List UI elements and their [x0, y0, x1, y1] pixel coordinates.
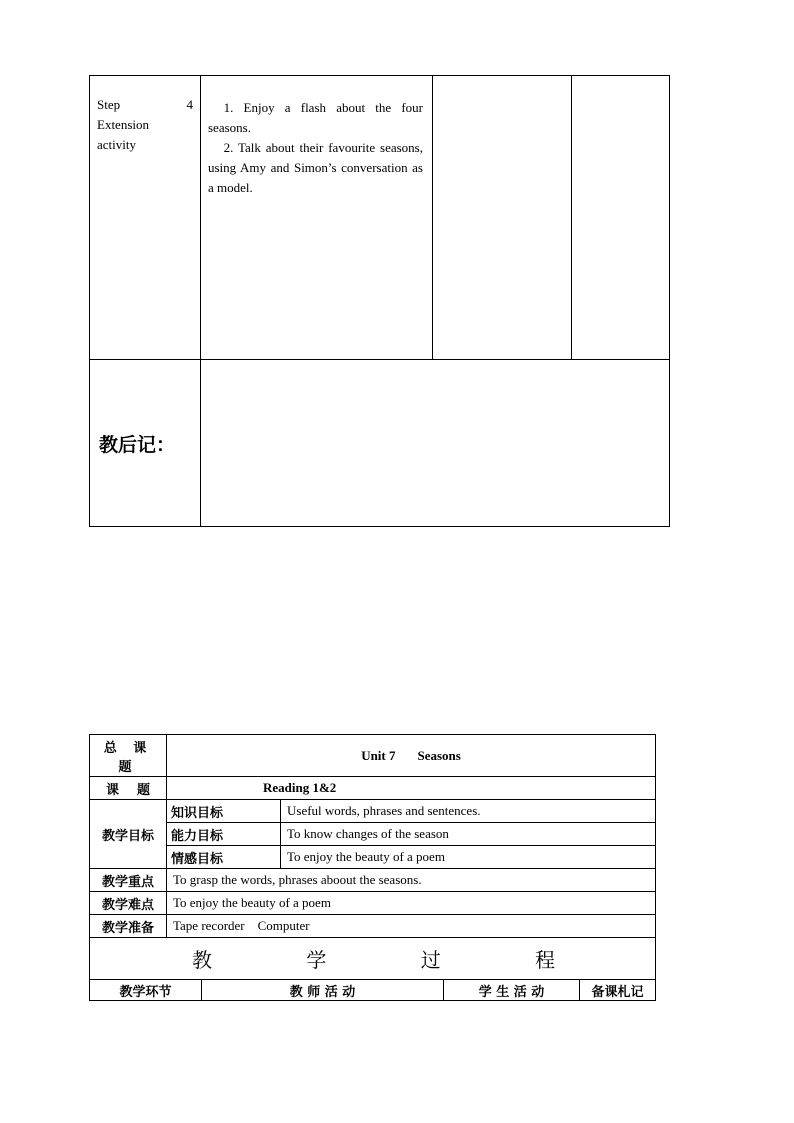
- process-heading-cell: [90, 938, 656, 980]
- difficulty-label: 教学难点: [90, 892, 167, 915]
- column-header-row: [90, 980, 656, 1001]
- extension-activity-table: [89, 75, 670, 527]
- lesson-row: [90, 777, 656, 800]
- topic-unit: Unit 7: [361, 747, 396, 763]
- lesson-value-cell: [167, 777, 656, 800]
- goal-row: [90, 823, 656, 846]
- preparation-row: [90, 915, 656, 938]
- topic-title: Seasons: [417, 747, 461, 763]
- goal-row: [90, 846, 656, 869]
- goal-knowledge-value: Useful words, phrases and sentences.: [281, 800, 656, 823]
- step-row: [90, 76, 670, 360]
- goals-label: 教学目标: [90, 800, 167, 869]
- goal-row: [90, 800, 656, 823]
- lesson-label: 课 题: [90, 777, 167, 800]
- process-char: 教: [192, 948, 212, 972]
- goal-ability-label: 能力目标: [167, 823, 281, 846]
- difficulty-value: To enjoy the beauty of a poem: [167, 892, 656, 915]
- difficulty-row: [90, 892, 656, 915]
- process-row: [90, 938, 656, 980]
- goal-ability-value: To know changes of the season: [281, 823, 656, 846]
- preparation-value: Tape recorder Computer: [167, 915, 656, 938]
- lesson-notes-cell: [572, 76, 670, 360]
- teacher-activity-cell: [201, 76, 433, 360]
- topic-title-cell: [167, 735, 656, 777]
- column-header-teacher: 教 师 活 动: [202, 980, 444, 1001]
- goal-emotion-value: To enjoy the beauty of a poem: [281, 846, 656, 869]
- key-point-value: To grasp the words, phrases aboout the seasons.: [167, 869, 656, 892]
- goal-knowledge-label: 知识目标: [167, 800, 281, 823]
- after-class-label-cell: [90, 360, 201, 527]
- process-char: 过: [420, 948, 441, 972]
- after-class-label: 教后记：: [99, 433, 176, 456]
- teacher-activity-item: 1. Enjoy a flash about the four seasons.: [208, 100, 423, 135]
- step-word: Step: [97, 97, 121, 112]
- step-number: 4: [186, 97, 193, 112]
- key-point-row: [90, 869, 656, 892]
- teacher-activity-item: 2. Talk about their favourite seasons, using Amy and Simon’s conversation as a model.: [208, 140, 423, 195]
- goal-emotion-label: 情感目标: [167, 846, 281, 869]
- topic-row: [90, 735, 656, 777]
- after-class-content-cell: [201, 360, 670, 527]
- step-extension: Extension: [97, 117, 149, 132]
- step-heading: [97, 95, 193, 115]
- key-point-label: 教学重点: [90, 869, 167, 892]
- column-header-student: 学 生 活 动: [444, 980, 580, 1001]
- lesson-value: Reading 1&2: [263, 780, 337, 795]
- process-heading: [90, 944, 655, 973]
- topic-label: 总 课 题: [90, 735, 167, 777]
- step-activity: activity: [97, 137, 136, 152]
- lesson-plan-table: [89, 734, 656, 1001]
- process-char: 学: [306, 948, 327, 972]
- column-header-notes: 备课札记: [580, 980, 656, 1001]
- step-cell: [90, 76, 201, 360]
- student-activity-cell: [433, 76, 572, 360]
- after-class-row: [90, 360, 670, 527]
- preparation-label: 教学准备: [90, 915, 167, 938]
- column-header-stage: 教学环节: [90, 980, 202, 1001]
- process-char: 程: [535, 948, 556, 972]
